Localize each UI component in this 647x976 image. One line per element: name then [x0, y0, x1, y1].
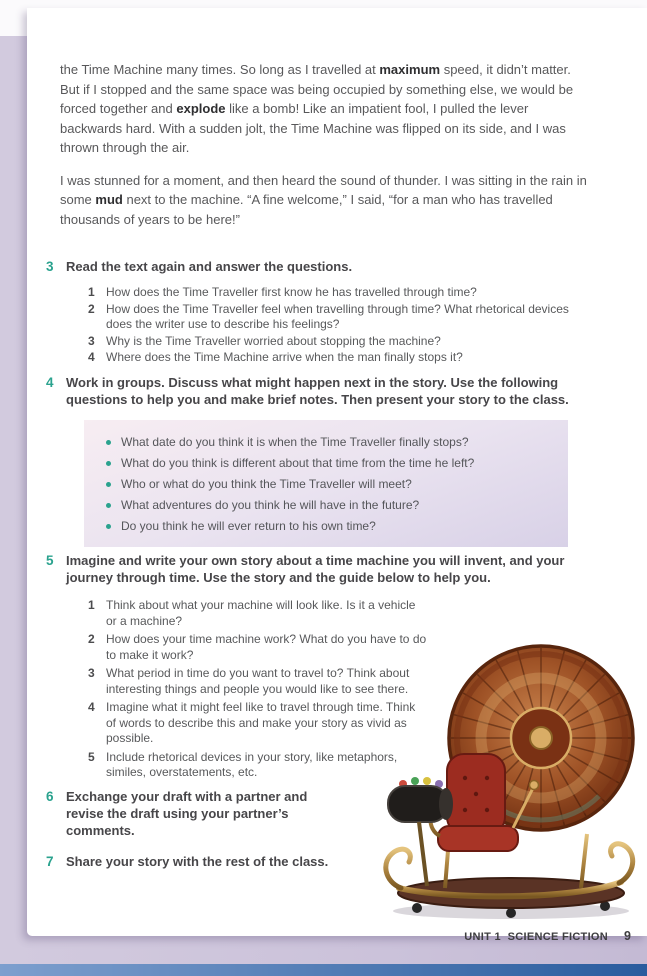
- numbered-item: [88, 632, 428, 663]
- item-number: 4: [88, 700, 95, 714]
- item-number: 2: [88, 301, 95, 316]
- exercise-heading: Read the text again and answer the questions.: [66, 259, 353, 274]
- bullet-item: [106, 474, 560, 495]
- text-segment: explode: [176, 101, 226, 116]
- bullet-icon: [106, 503, 111, 508]
- page-number: 9: [624, 929, 631, 943]
- exercise-4: [46, 374, 594, 547]
- item-text: Think about what your machine will look like. Is it a vehicle or a machine?: [106, 598, 416, 628]
- exercise-heading: Imagine and write your own story about a time machine you will invent, and your journey through time. Use the story and the guide below to help you.: [66, 553, 565, 585]
- exercise-4-header: [46, 374, 594, 408]
- unit-label: UNIT 1 SCIENCE FICTION: [464, 931, 609, 943]
- numbered-item: [88, 750, 428, 781]
- bullet-item: [106, 432, 560, 453]
- item-text: Why is the Time Traveller worried about stopping the machine?: [106, 333, 441, 348]
- reading-passage: [60, 60, 593, 229]
- bullet-icon: [106, 524, 111, 529]
- exercise-5-header: [46, 552, 594, 586]
- item-number: 3: [88, 666, 95, 680]
- exercise-heading: Exchange your draft with a partner and revise the draft using your partner’s comments.: [66, 789, 308, 838]
- item-number: 1: [88, 285, 95, 299]
- item-text: What period in time do you want to travel to? Think about interesting things and people you would like to see there.: [106, 666, 410, 696]
- exercise-number: 5: [46, 553, 54, 568]
- book-bottom-edge: [0, 964, 647, 976]
- page-footer: [464, 929, 631, 943]
- time-machine-illustration: [383, 638, 645, 923]
- exercise-6: [46, 788, 356, 839]
- numbered-item: [88, 334, 588, 350]
- bullet-item: [106, 516, 560, 537]
- numbered-item: [88, 350, 588, 366]
- exercise-3-question-list: [88, 285, 588, 366]
- text-segment: speed, it didn’t matter. But if I stopped and the same space was being occupied by something else, we would be forced together and: [60, 62, 574, 116]
- exercise-6-header: [46, 788, 356, 839]
- exercise-heading: Share your story with the rest of the class.: [66, 854, 329, 869]
- item-number: 5: [88, 749, 95, 764]
- time-machine-graphic: [383, 638, 645, 923]
- item-text: Do you think he will ever return to his own time?: [121, 519, 376, 533]
- item-text: How does the Time Traveller feel when travelling through time? What rhetorical devices does the writer use to describe his feelings?: [106, 301, 569, 331]
- text-segment: like a bomb! Like an impatient fool, I pulled the lever backwards hard. With a sudden jolt, the Time Machine was flipped on its side, and I was thrown through the air.: [60, 101, 566, 155]
- exercise-number: 3: [46, 259, 54, 274]
- item-number: 2: [88, 632, 95, 646]
- bullet-item: [106, 495, 560, 516]
- text-segment: maximum: [379, 62, 441, 77]
- exercise-5-step-list: [88, 598, 428, 781]
- text-segment: the Time Machine many times. So long as I travelled at: [60, 62, 380, 77]
- bullet-icon: [106, 440, 111, 445]
- numbered-item: [88, 285, 588, 301]
- item-text: Who or what do you think the Time Traveller will meet?: [121, 477, 412, 491]
- discussion-questions-box: [84, 420, 568, 547]
- numbered-item: [88, 666, 428, 697]
- item-text: How does your time machine work? What do you have to do to make it work?: [106, 632, 427, 662]
- text-segment: I was stunned for a moment, and then heard the sound of thunder. I was sitting in the rain in some: [60, 172, 587, 207]
- item-text: What date do you think it is when the Time Traveller finally stops?: [121, 435, 469, 449]
- item-number: 1: [88, 598, 95, 612]
- numbered-item: [88, 302, 588, 333]
- text-segment: mud: [95, 192, 123, 207]
- exercise-3: [46, 258, 591, 367]
- item-text: How does the Time Traveller first know he has travelled through time?: [106, 285, 477, 299]
- item-number: 3: [88, 333, 95, 348]
- numbered-item: [88, 700, 428, 747]
- bullet-icon: [106, 461, 111, 466]
- bullet-icon: [106, 482, 111, 487]
- numbered-item: [88, 598, 428, 629]
- item-text: Include rhetorical devices in your story, like metaphors, similes, overstatements, etc.: [106, 749, 398, 779]
- textbook-page: [27, 8, 647, 943]
- exercise-number: 6: [46, 789, 54, 804]
- bullet-item: [106, 453, 560, 474]
- item-number: 4: [88, 350, 95, 364]
- item-text: What do you think is different about that time from the time he left?: [121, 456, 475, 470]
- item-text: Where does the Time Machine arrive when the man finally stops it?: [106, 350, 463, 364]
- exercise-number: 4: [46, 375, 54, 390]
- text-segment: next to the machine. “A fine welcome,” I said, “for a man who has travelled thousands of years to be here!”: [60, 192, 553, 227]
- exercise-heading: Work in groups. Discuss what might happen next in the story. Use the following questions to help you and make brief notes. Then present your story to the class.: [66, 375, 569, 407]
- passage-paragraph: [60, 171, 593, 230]
- passage-paragraph: [60, 60, 593, 158]
- item-text: What adventures do you think he will have in the future?: [121, 498, 420, 512]
- exercise-number: 7: [46, 854, 54, 869]
- exercise-3-header: [46, 258, 591, 275]
- item-text: Imagine what it might feel like to travel through time. Think of words to describe this and make your story as vivid as possible.: [106, 700, 416, 745]
